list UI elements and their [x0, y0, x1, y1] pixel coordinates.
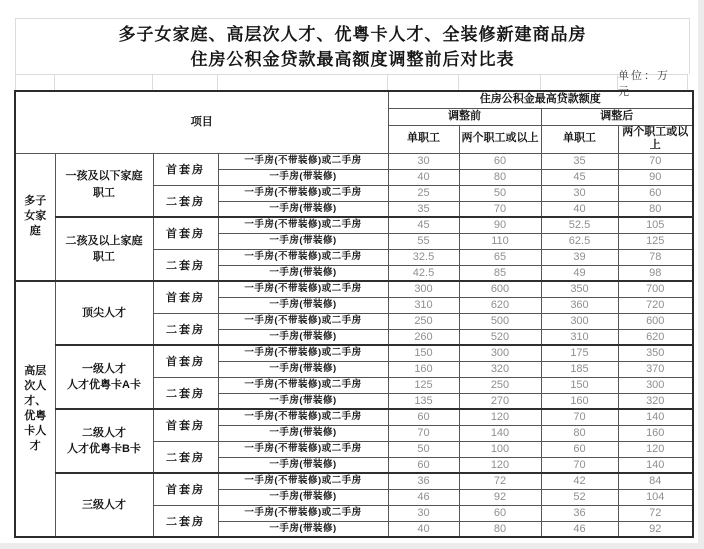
value-cell: 60: [459, 153, 541, 169]
home-type-label: 首套房: [153, 217, 218, 249]
table-row: [15, 409, 693, 425]
header-project: 项目: [15, 91, 388, 153]
value-cell: 50: [459, 185, 541, 201]
value-cell: 140: [618, 457, 693, 473]
header-before: 调整前: [388, 108, 541, 125]
housing-type-label: 一手房(带装修): [218, 489, 388, 505]
value-cell: 105: [618, 217, 693, 233]
value-cell: 85: [459, 265, 541, 281]
value-cell: 40: [388, 521, 459, 537]
value-cell: 42.5: [388, 265, 459, 281]
value-cell: 72: [618, 505, 693, 521]
value-cell: 98: [618, 265, 693, 281]
home-type-label: 二套房: [153, 505, 218, 537]
value-cell: 185: [541, 361, 618, 377]
title-line-1: 多子女家庭、高层次人才、优粤卡人才、全装修新建商品房: [118, 24, 587, 44]
housing-type-label: 一手房(不带装修)或二手房: [218, 153, 388, 169]
value-cell: 250: [388, 313, 459, 329]
grid-cell: [218, 75, 388, 90]
value-cell: 62.5: [541, 233, 618, 249]
value-cell: 120: [618, 441, 693, 457]
unit-note-row: [15, 69, 688, 98]
unit-note: 单位：万元: [618, 75, 688, 90]
subgroup-label: 三级人才: [55, 473, 153, 537]
housing-type-label: 一手房(带装修): [218, 361, 388, 377]
value-cell: 25: [388, 185, 459, 201]
housing-type-label: 一手房(带装修): [218, 233, 388, 249]
value-cell: 120: [459, 409, 541, 425]
value-cell: 40: [541, 201, 618, 217]
value-cell: 320: [459, 361, 541, 377]
value-cell: 52: [541, 489, 618, 505]
grid-cell: [55, 75, 153, 90]
value-cell: 52.5: [541, 217, 618, 233]
value-cell: 70: [618, 153, 693, 169]
value-cell: 35: [388, 201, 459, 217]
value-cell: 300: [541, 313, 618, 329]
housing-type-label: 一手房(不带装修)或二手房: [218, 185, 388, 201]
value-cell: 125: [388, 377, 459, 393]
value-cell: 140: [618, 409, 693, 425]
table-row: [15, 153, 693, 169]
value-cell: 78: [618, 249, 693, 265]
value-cell: 80: [459, 521, 541, 537]
value-cell: 620: [459, 297, 541, 313]
housing-type-label: 一手房(带装修): [218, 297, 388, 313]
value-cell: 120: [459, 457, 541, 473]
home-type-label: 首套房: [153, 153, 218, 185]
housing-type-label: 一手房(不带装修)或二手房: [218, 313, 388, 329]
value-cell: 49: [541, 265, 618, 281]
value-cell: 350: [618, 345, 693, 361]
value-cell: 600: [618, 313, 693, 329]
value-cell: 310: [388, 297, 459, 313]
table-header: [15, 91, 693, 153]
value-cell: 150: [388, 345, 459, 361]
grid-cell: [153, 75, 218, 90]
grid-cell: [541, 75, 618, 90]
comparison-table: [14, 90, 694, 538]
housing-type-label: 一手房(带装修): [218, 521, 388, 537]
document-title: [15, 18, 690, 74]
header-loan-title: 住房公积金最高贷款额度: [388, 91, 693, 108]
value-cell: 600: [459, 281, 541, 297]
home-type-label: 首套房: [153, 409, 218, 441]
housing-type-label: 一手房(不带装修)或二手房: [218, 441, 388, 457]
value-cell: 90: [459, 217, 541, 233]
value-cell: 620: [618, 329, 693, 345]
value-cell: 40: [388, 169, 459, 185]
value-cell: 45: [388, 217, 459, 233]
home-type-label: 首套房: [153, 473, 218, 505]
value-cell: 46: [541, 521, 618, 537]
value-cell: 720: [618, 297, 693, 313]
housing-type-label: 一手房(带装修): [218, 169, 388, 185]
grid-cell: [15, 75, 55, 90]
value-cell: 320: [618, 393, 693, 409]
value-cell: 700: [618, 281, 693, 297]
value-cell: 39: [541, 249, 618, 265]
housing-type-label: 一手房(不带装修)或二手房: [218, 345, 388, 361]
home-type-label: 二套房: [153, 185, 218, 217]
value-cell: 46: [388, 489, 459, 505]
value-cell: 60: [541, 441, 618, 457]
home-type-label: 首套房: [153, 345, 218, 377]
value-cell: 30: [541, 185, 618, 201]
value-cell: 92: [618, 521, 693, 537]
title-line-2: 住房公积金贷款最高额度调整前后对比表: [190, 49, 515, 69]
value-cell: 35: [541, 153, 618, 169]
housing-type-label: 一手房(带装修): [218, 201, 388, 217]
housing-type-label: 一手房(不带装修)或二手房: [218, 249, 388, 265]
table-body: [15, 153, 693, 537]
value-cell: 60: [388, 457, 459, 473]
value-cell: 140: [459, 425, 541, 441]
value-cell: 65: [459, 249, 541, 265]
value-cell: 60: [618, 185, 693, 201]
value-cell: 80: [459, 169, 541, 185]
value-cell: 30: [388, 153, 459, 169]
value-cell: 84: [618, 473, 693, 489]
housing-type-label: 一手房(不带装修)或二手房: [218, 409, 388, 425]
value-cell: 160: [388, 361, 459, 377]
header-multi-before: 两个职工或以上: [459, 125, 541, 153]
value-cell: 72: [459, 473, 541, 489]
home-type-label: 二套房: [153, 313, 218, 345]
value-cell: 70: [541, 409, 618, 425]
value-cell: 300: [459, 345, 541, 361]
value-cell: 300: [388, 281, 459, 297]
value-cell: 270: [459, 393, 541, 409]
value-cell: 125: [618, 233, 693, 249]
housing-type-label: 一手房(带装修): [218, 265, 388, 281]
subgroup-label: 一孩及以下家庭 职工: [55, 153, 153, 217]
table-row: [15, 473, 693, 489]
value-cell: 30: [388, 505, 459, 521]
value-cell: 500: [459, 313, 541, 329]
value-cell: 135: [388, 393, 459, 409]
value-cell: 70: [388, 425, 459, 441]
value-cell: 36: [541, 505, 618, 521]
value-cell: 45: [541, 169, 618, 185]
value-cell: 60: [459, 505, 541, 521]
value-cell: 100: [459, 441, 541, 457]
housing-type-label: 一手房(带装修): [218, 457, 388, 473]
value-cell: 260: [388, 329, 459, 345]
housing-type-label: 一手房(不带装修)或二手房: [218, 281, 388, 297]
housing-type-label: 一手房(带装修): [218, 329, 388, 345]
value-cell: 90: [618, 169, 693, 185]
subgroup-label: 顶尖人才: [55, 281, 153, 345]
value-cell: 160: [541, 393, 618, 409]
value-cell: 360: [541, 297, 618, 313]
housing-type-label: 一手房(带装修): [218, 393, 388, 409]
value-cell: 92: [459, 489, 541, 505]
value-cell: 310: [541, 329, 618, 345]
housing-type-label: 一手房(带装修): [218, 425, 388, 441]
value-cell: 55: [388, 233, 459, 249]
grid-cell: [388, 75, 459, 90]
value-cell: 80: [618, 201, 693, 217]
value-cell: 160: [618, 425, 693, 441]
home-type-label: 二套房: [153, 249, 218, 281]
housing-type-label: 一手房(不带装修)或二手房: [218, 377, 388, 393]
group-label: 高层次人才、优粤卡人才: [15, 281, 55, 537]
value-cell: 70: [459, 201, 541, 217]
value-cell: 150: [541, 377, 618, 393]
value-cell: 80: [541, 425, 618, 441]
header-after: 调整后: [541, 108, 693, 125]
value-cell: 175: [541, 345, 618, 361]
home-type-label: 首套房: [153, 281, 218, 313]
value-cell: 50: [388, 441, 459, 457]
header-single-before: 单职工: [388, 125, 459, 153]
group-label: 多子女家庭: [15, 153, 55, 281]
value-cell: 104: [618, 489, 693, 505]
value-cell: 110: [459, 233, 541, 249]
table-row: [15, 217, 693, 233]
value-cell: 42: [541, 473, 618, 489]
housing-type-label: 一手房(不带装修)或二手房: [218, 217, 388, 233]
home-type-label: 二套房: [153, 377, 218, 409]
grid-cell: [459, 75, 541, 90]
value-cell: 70: [541, 457, 618, 473]
table-row: [15, 345, 693, 361]
value-cell: 350: [541, 281, 618, 297]
value-cell: 36: [388, 473, 459, 489]
housing-type-label: 一手房(不带装修)或二手房: [218, 473, 388, 489]
value-cell: 520: [459, 329, 541, 345]
value-cell: 370: [618, 361, 693, 377]
header-multi-after: 两个职工或以上: [618, 125, 693, 153]
value-cell: 32.5: [388, 249, 459, 265]
value-cell: 60: [388, 409, 459, 425]
value-cell: 300: [618, 377, 693, 393]
subgroup-label: 一级人才 人才优粤卡A卡: [55, 345, 153, 409]
header-single-after: 单职工: [541, 125, 618, 153]
value-cell: 250: [459, 377, 541, 393]
housing-type-label: 一手房(不带装修)或二手房: [218, 505, 388, 521]
table-row: [15, 281, 693, 297]
home-type-label: 二套房: [153, 441, 218, 473]
subgroup-label: 二孩及以上家庭 职工: [55, 217, 153, 281]
subgroup-label: 二级人才 人才优粤卡B卡: [55, 409, 153, 473]
